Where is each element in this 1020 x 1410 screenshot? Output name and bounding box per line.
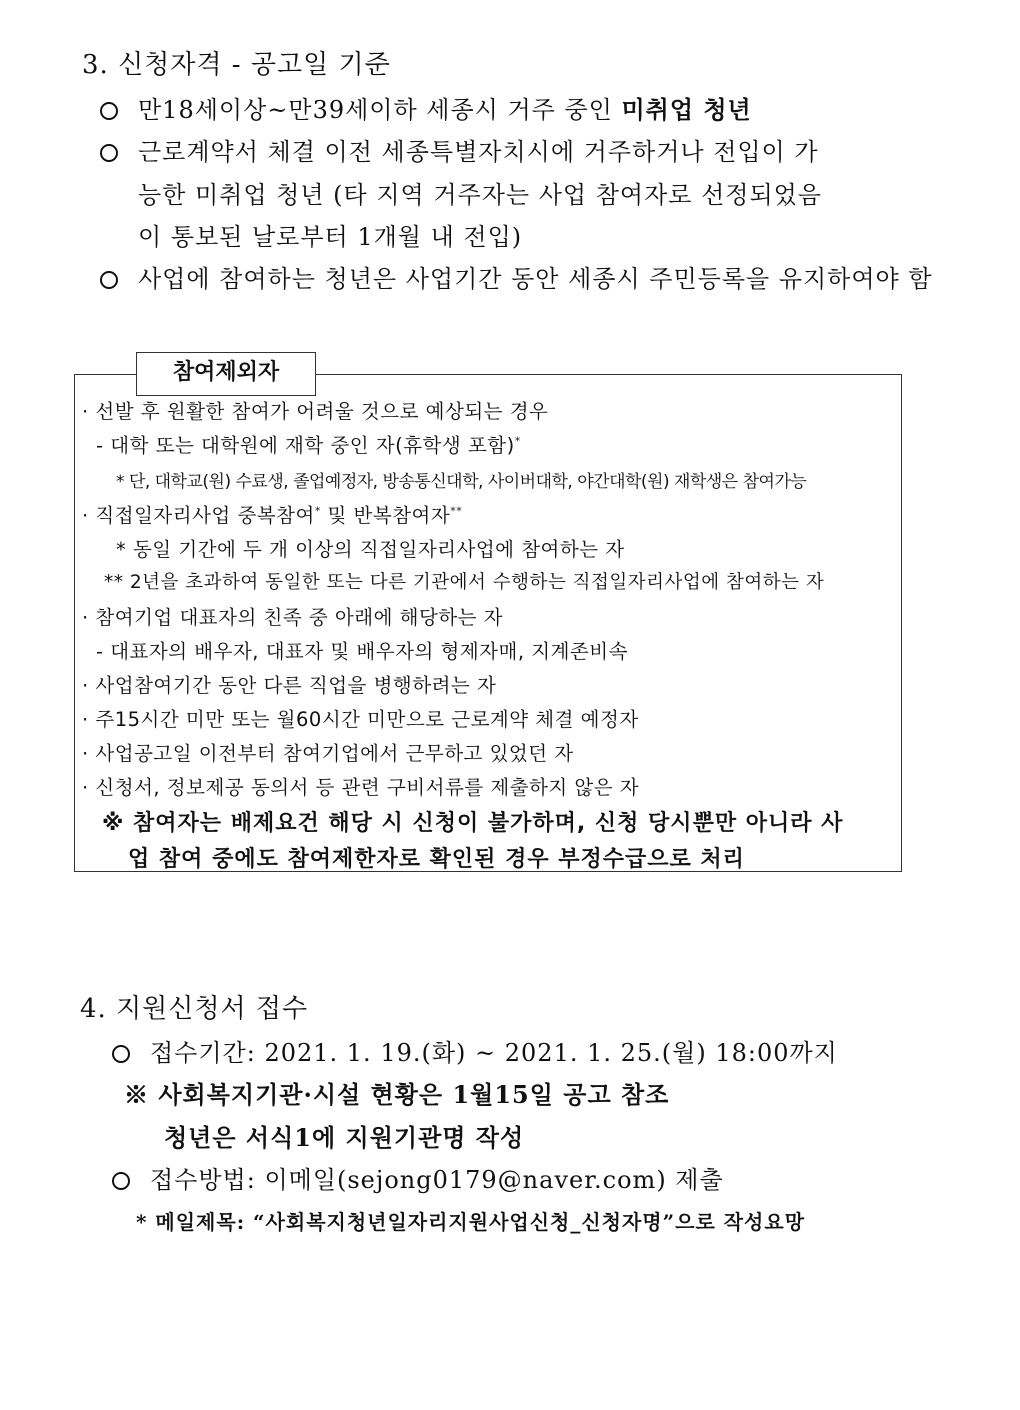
exclusion-box-label: 참여제외자 bbox=[136, 352, 316, 396]
exclusion-note: * 단, 대학교(원) 수료생, 졸업예정자, 방송통신대학, 사이버대학, 야간대학(원) 재학생은 참여가능 bbox=[116, 472, 807, 492]
exclusion-warning-line-2: 업 참여 중에도 참여제한자로 확인된 경우 부정수급으로 처리 bbox=[128, 847, 745, 872]
eligibility-item-2-line-3: 이 통보된 날로부터 1개월 내 전입) bbox=[138, 223, 523, 251]
reception-notice: ※ 사회복지기관·시설 현황은 1월15일 공고 참조 bbox=[124, 1080, 670, 1109]
section-3-title: 3. 신청자격 - 공고일 기준 bbox=[82, 50, 391, 80]
exclusion-warning: ※ 참여자는 배제요건 해당 시 신청이 불가하며, 신청 당시뿐만 아니라 사 bbox=[102, 811, 844, 836]
circle-bullet-icon bbox=[100, 271, 118, 289]
reception-method: 접수방법: 이메일(sejong0179@naver.com) 제출 bbox=[112, 1160, 724, 1195]
exclusion-line: · 참여기업 대표자의 친족 중 아래에 해당하는 자 bbox=[82, 606, 503, 629]
exclusion-line: · 사업참여기간 동안 다른 직업을 병행하려는 자 bbox=[82, 674, 497, 697]
circle-bullet-icon bbox=[100, 144, 118, 162]
circle-bullet-icon bbox=[112, 1045, 130, 1063]
exclusion-note: ** 2년을 초과하여 동일한 또는 다른 기관에서 수행하는 직접일자리사업에 참여하는 자 bbox=[104, 572, 825, 593]
circle-bullet-icon bbox=[112, 1172, 130, 1190]
section-4-title: 4. 지원신청서 접수 bbox=[80, 994, 309, 1024]
exclusion-line: - 대학 또는 대학원에 재학 중인 자(휴학생 포함)* bbox=[96, 434, 521, 457]
eligibility-item-3: 사업에 참여하는 청년은 사업기간 동안 세종시 주민등록을 유지하여야 함 bbox=[100, 259, 933, 294]
exclusion-line: · 직접일자리사업 중복참여* 및 반복참여자** bbox=[82, 504, 463, 527]
circle-bullet-icon bbox=[100, 102, 118, 120]
eligibility-item-2-line-2: 능한 미취업 청년 (타 지역 거주자는 사업 참여자로 선정되었음 bbox=[138, 181, 822, 209]
unemployed-youth-emphasis: 미취업 청년 bbox=[621, 95, 752, 124]
eligibility-item-2: 근로계약서 체결 이전 세종특별자치시에 거주하거나 전입이 가 bbox=[100, 132, 819, 167]
exclusion-line: - 대표자의 배우자, 대표자 및 배우자의 형제자매, 지계존비속 bbox=[96, 640, 628, 663]
mail-subject-note: * 메일제목: “사회복지청년일자리지원사업신청_신청자명”으로 작성요망 bbox=[136, 1210, 806, 1234]
reception-period: 접수기간: 2021. 1. 19.(화) ~ 2021. 1. 25.(월) 18:00까지 bbox=[112, 1033, 838, 1068]
eligibility-item-1: 만18세이상~만39세이하 세종시 거주 중인 미취업 청년 bbox=[100, 90, 752, 125]
exclusion-line: · 사업공고일 이전부터 참여기업에서 근무하고 있었던 자 bbox=[82, 742, 574, 765]
exclusion-line: · 선발 후 원활한 참여가 어려울 것으로 예상되는 경우 bbox=[82, 400, 549, 423]
exclusion-note: * 동일 기간에 두 개 이상의 직접일자리사업에 참여하는 자 bbox=[116, 538, 625, 561]
exclusion-line: · 신청서, 정보제공 동의서 등 관련 구비서류를 제출하지 않은 자 bbox=[82, 776, 640, 799]
exclusion-line: · 주15시간 미만 또는 월60시간 미만으로 근로계약 체결 예정자 bbox=[82, 708, 639, 731]
reception-notice-line-2: 청년은 서식1에 지원기관명 작성 bbox=[164, 1123, 525, 1152]
